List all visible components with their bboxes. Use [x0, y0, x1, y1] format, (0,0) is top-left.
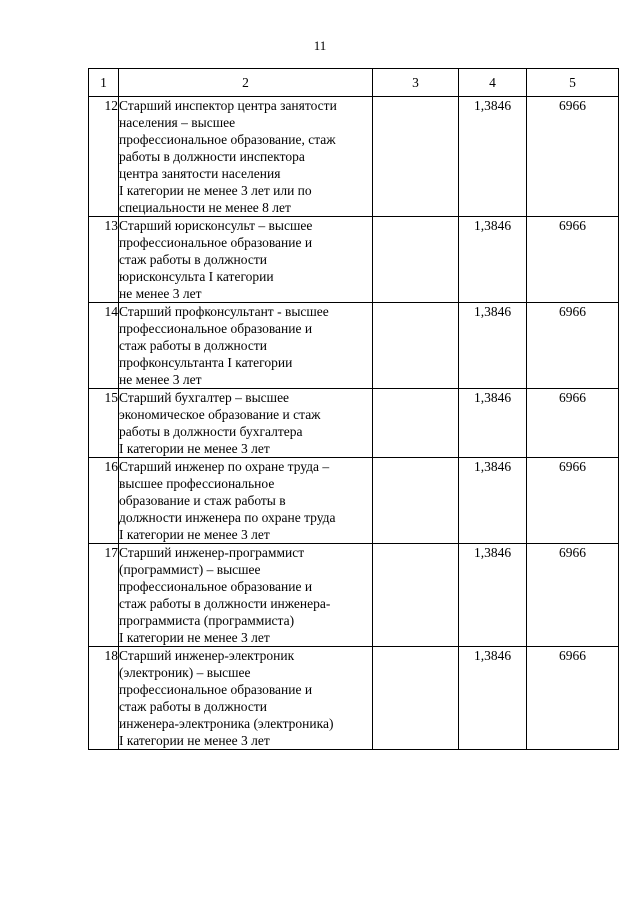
description-line: должности инженера по охране труда — [119, 510, 336, 525]
coefficient-cell: 1,3846 — [459, 544, 527, 647]
position-description — [119, 544, 373, 647]
description-line: работы в должности бухгалтера — [119, 424, 303, 439]
table-row — [89, 217, 619, 303]
description-line: профконсультанта I категории — [119, 355, 293, 370]
description-line: не менее 3 лет — [119, 286, 202, 301]
position-description — [119, 389, 373, 458]
description-line: Старший профконсультант - высшее — [119, 304, 329, 319]
description-line: образование и стаж работы в — [119, 493, 286, 508]
column-header-5: 5 — [527, 69, 619, 97]
salary-cell: 6966 — [527, 303, 619, 389]
description-line: высшее профессиональное — [119, 476, 275, 491]
description-line: работы в должности инспектора — [119, 149, 305, 164]
column-header-3: 3 — [373, 69, 459, 97]
description-line: юрисконсульта I категории — [119, 269, 274, 284]
table-row — [89, 303, 619, 389]
description-line: Старший юрисконсульт – высшее — [119, 218, 313, 233]
positions-table — [88, 68, 619, 750]
row-number: 15 — [89, 389, 119, 458]
column-header-4: 4 — [459, 69, 527, 97]
description-line: I категории не менее 3 лет — [119, 527, 270, 542]
description-line: профессиональное образование, стаж — [119, 132, 336, 147]
description-line: программиста (программиста) — [119, 613, 295, 628]
row-number: 13 — [89, 217, 119, 303]
column-3-cell — [373, 303, 459, 389]
table-row — [89, 97, 619, 217]
position-description — [119, 217, 373, 303]
table-row — [89, 544, 619, 647]
description-line: I категории не менее 3 лет или по — [119, 183, 312, 198]
salary-cell: 6966 — [527, 544, 619, 647]
position-description — [119, 97, 373, 217]
column-3-cell — [373, 544, 459, 647]
table-row — [89, 458, 619, 544]
description-line: Старший инженер-электроник — [119, 648, 295, 663]
column-3-cell — [373, 647, 459, 750]
salary-cell: 6966 — [527, 97, 619, 217]
table-row — [89, 389, 619, 458]
description-line: Старший инспектор центра занятости — [119, 98, 337, 113]
table-header-row — [89, 69, 619, 97]
description-line: не менее 3 лет — [119, 372, 202, 387]
description-line: (программист) – высшее — [119, 562, 261, 577]
coefficient-cell: 1,3846 — [459, 458, 527, 544]
description-line: Старший бухгалтер – высшее — [119, 390, 290, 405]
description-line: Старший инженер по охране труда – — [119, 459, 330, 474]
description-line: профессиональное образование и — [119, 682, 313, 697]
position-description — [119, 647, 373, 750]
page-number: 11 — [313, 38, 327, 53]
description-line: населения – высшее — [119, 115, 236, 130]
description-line: экономическое образование и стаж — [119, 407, 321, 422]
description-line: центра занятости населения — [119, 166, 281, 181]
description-line: (электроник) – высшее — [119, 665, 251, 680]
row-number: 14 — [89, 303, 119, 389]
column-header-2: 2 — [119, 69, 373, 97]
table-body — [89, 97, 619, 750]
description-line: стаж работы в должности — [119, 252, 267, 267]
row-number: 17 — [89, 544, 119, 647]
row-number: 18 — [89, 647, 119, 750]
coefficient-cell: 1,3846 — [459, 303, 527, 389]
salary-cell: 6966 — [527, 458, 619, 544]
coefficient-cell: 1,3846 — [459, 217, 527, 303]
coefficient-cell: 1,3846 — [459, 389, 527, 458]
position-description — [119, 458, 373, 544]
description-line: стаж работы в должности — [119, 338, 267, 353]
row-number: 16 — [89, 458, 119, 544]
column-3-cell — [373, 458, 459, 544]
description-line: специальности не менее 8 лет — [119, 200, 291, 215]
description-line: профессиональное образование и — [119, 321, 313, 336]
description-line: профессиональное образование и — [119, 235, 313, 250]
coefficient-cell: 1,3846 — [459, 647, 527, 750]
table-row — [89, 647, 619, 750]
description-line: инженера-электроника (электроника) — [119, 716, 334, 731]
position-description — [119, 303, 373, 389]
salary-cell: 6966 — [527, 389, 619, 458]
coefficient-cell: 1,3846 — [459, 97, 527, 217]
column-3-cell — [373, 217, 459, 303]
salary-cell: 6966 — [527, 217, 619, 303]
description-line: I категории не менее 3 лет — [119, 441, 270, 456]
column-header-1: 1 — [89, 69, 119, 97]
row-number: 12 — [89, 97, 119, 217]
salary-cell: 6966 — [527, 647, 619, 750]
column-3-cell — [373, 389, 459, 458]
description-line: профессиональное образование и — [119, 579, 313, 594]
description-line: I категории не менее 3 лет — [119, 630, 270, 645]
description-line: I категории не менее 3 лет — [119, 733, 270, 748]
description-line: Старший инженер-программист — [119, 545, 305, 560]
column-3-cell — [373, 97, 459, 217]
description-line: стаж работы в должности инженера- — [119, 596, 331, 611]
description-line: стаж работы в должности — [119, 699, 267, 714]
